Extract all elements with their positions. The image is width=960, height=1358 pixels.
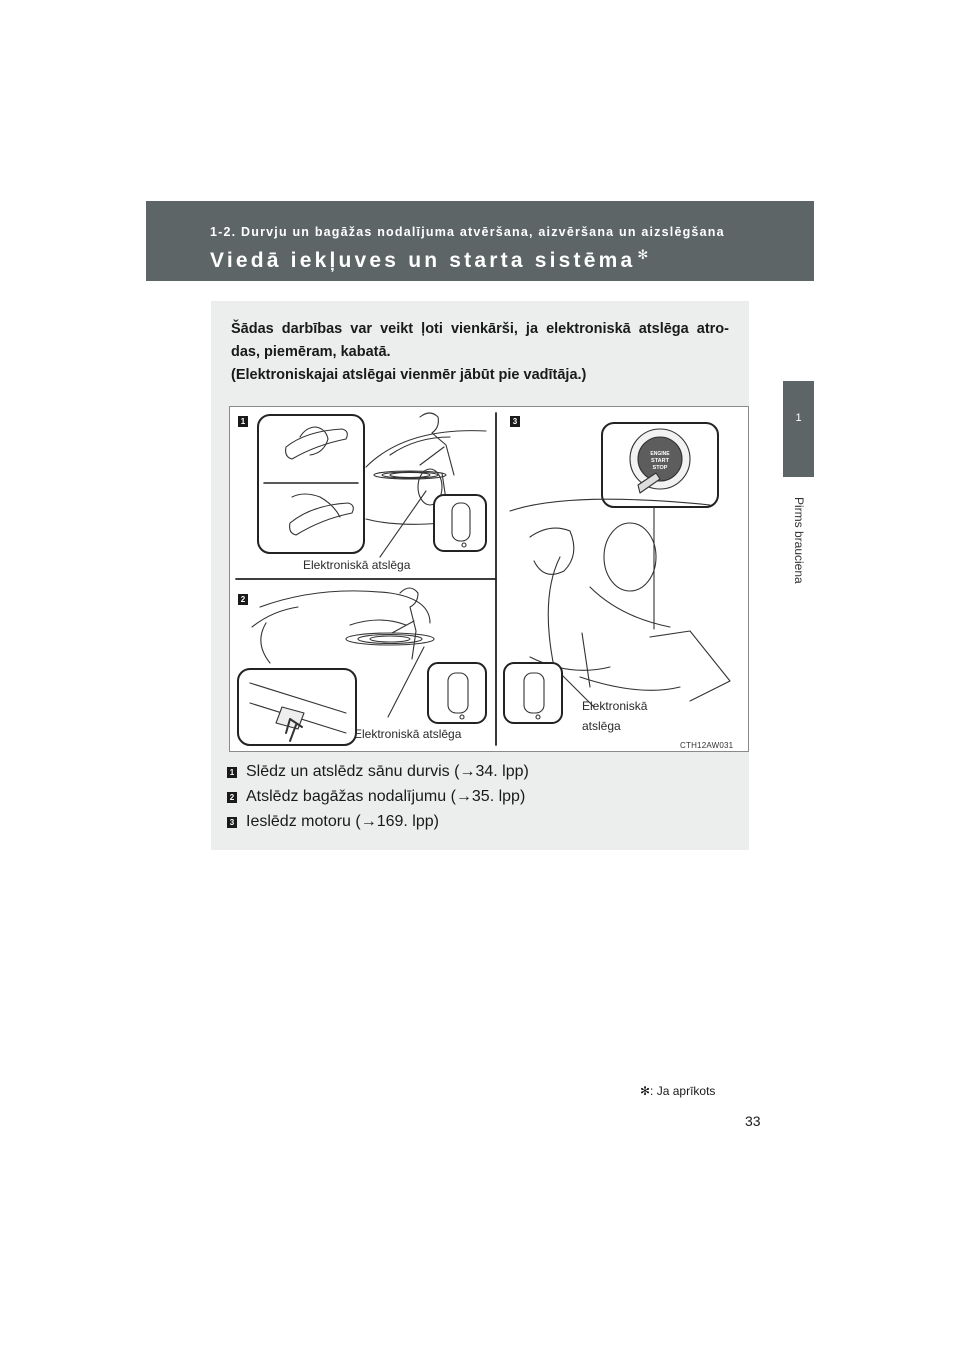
panel-number-3: 3 xyxy=(510,416,520,427)
button-text-stop: STOP xyxy=(652,465,668,471)
legend-number-1: 1 xyxy=(227,767,237,778)
chapter-number: 1 xyxy=(795,412,802,424)
legend-text-1: Slēdz un atslēdz sānu durvis (→34. lpp) xyxy=(246,763,529,780)
legend-number-3: 3 xyxy=(227,817,237,828)
intro-text xyxy=(231,318,729,387)
intro-line-3: (Elektroniskajai atslēgai vienmēr jābūt pie vadītāja.) xyxy=(231,367,587,383)
illustration xyxy=(229,406,749,752)
panel2-key-label: Elektroniskā atslēga xyxy=(354,727,462,741)
page-title xyxy=(210,247,648,273)
panel-number-1: 1 xyxy=(238,416,248,427)
illustration-code: CTH12AW031 xyxy=(680,741,734,750)
button-text-start: START xyxy=(651,458,669,464)
panel3-key-label-line2: atslēga xyxy=(582,719,621,733)
key-fob-1 xyxy=(434,495,486,551)
car-rear-drawing xyxy=(252,588,434,663)
page-title-text: Viedā iekļuves un starta sistēma xyxy=(210,249,636,272)
key-fob-3 xyxy=(504,663,562,723)
panel-number-2: 2 xyxy=(238,594,248,605)
trunk-button-inset xyxy=(238,669,356,745)
footnote: ✻: Ja aprīkots xyxy=(640,1084,716,1098)
intro-line-2: das, piemēram, kabatā. xyxy=(231,344,391,360)
door-handle-inset xyxy=(258,415,364,553)
illustration-drawing xyxy=(230,407,748,751)
legend-text-2: Atslēdz bagāžas nodalījumu (→35. lpp) xyxy=(246,788,526,805)
asterisk-mark: ✻ xyxy=(637,247,649,262)
chapter-label: Pirms brauciena xyxy=(792,497,806,584)
page-number: 33 xyxy=(745,1113,761,1129)
chapter-tab xyxy=(783,381,814,477)
legend-text-3: Ieslēdz motoru (→169. lpp) xyxy=(246,813,439,830)
key-fob-2 xyxy=(428,663,486,723)
legend-number-2: 2 xyxy=(227,792,237,803)
button-text-engine: ENGINE xyxy=(650,451,670,457)
panel3-key-label-line1: Elektroniskā xyxy=(582,699,648,713)
section-subtitle: 1-2. Durvju un bagāžas nodalījuma atvēršana, aizvēršana un aizslēgšana xyxy=(210,225,725,239)
intro-line-1: Šādas darbības var veikt ļoti vienkārši, ja elektroniskā atslēga atro- xyxy=(231,321,729,337)
panel1-key-label: Elektroniskā atslēga xyxy=(303,558,411,572)
section-header xyxy=(146,201,814,281)
